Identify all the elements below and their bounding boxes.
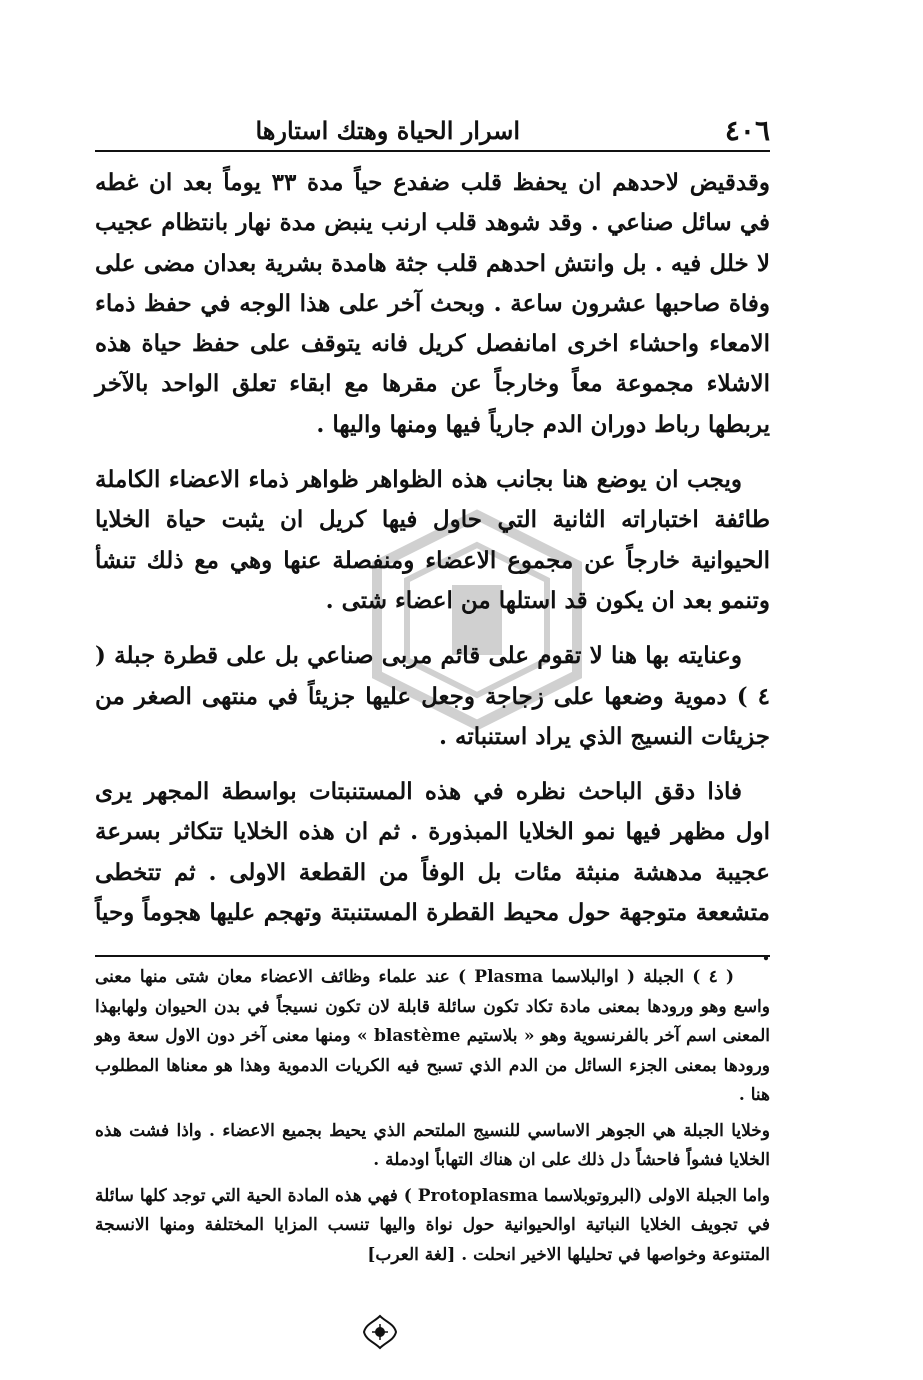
paragraph: ويجب ان يوضع هنا بجانب هذه الظواهر ظواهر ذماء الاعضاء الكاملة طائفة اختباراته الثانية التي حاول فيها كريل ان يثبت حياة الخلايا الحيوانية خارجاً عن مجموع الاعضاء ومنفصلة عنها وهي مع ذلك تنشأ وتنمو بعد ان يكون قد استلها من اعضاء شتى . bbox=[95, 466, 771, 614]
running-title: اسرار الحياة وهتك استارها bbox=[255, 116, 520, 145]
footnote: وخلايا الجبلة هي الجوهر الاساسي للنسيج الملتحم الذي يحيط بجميع الاعضاء . واذا فشت هذه الخلايا فشواً فاحشاً دل ذلك على ان هناك التهاباً اودملة . bbox=[95, 1120, 770, 1170]
footnote: واما الجبلة الاولى (البروتوبلاسما Protoplasma ) فهي هذه المادة الحية التي توجد كلها سائلة في تجويف الخلايا النباتية اوالحيوانية حول نواة واليها تنسب المزايا المختلفة ومنها الانسجة المتنوعة وخواصها في تحليلها الاخير انحلت . [لغة العرب] bbox=[95, 1185, 770, 1265]
paragraph: وعنايته بها هنا لا تقوم على قائم مربى صناعي بل على قطرة جبلة ( ٤ ) دموية وضعها على زجاجة وجعل عليها جزيئاً في منتهى الصغر من جزيئات النسيج الذي يراد استنباته . bbox=[95, 642, 770, 750]
body-text bbox=[95, 163, 770, 974]
footnote-rule bbox=[95, 955, 770, 957]
page-number: ٤٠٦ bbox=[724, 114, 770, 147]
paragraph: وقدقيض لاحدهم ان يحفظ قلب ضفدع حياً مدة ٣٣ يوماً بعد ان غطه في سائل صناعي . وقد شوهد قلب ارنب ينبض مدة نهار بانتظام عجيب لا خلل فيه . بل وانتش احدهم قلب جثة هامدة بشرية بعدان مضى على وفاة صاحبها عشرون ساعة . وبحث آخر على هذا الوجه في حفظ ذماء الامعاء واحشاء اخرى امانفصل كريل فانه يتوقف على حفظ حياة هذه الاشلاء مجموعة معاً وخارجاً عن مقرها مع ابقاء تعلق الواحد بالآخر يربطها رباط دوران الدم جارياً فيها ومنها واليها . bbox=[95, 169, 770, 438]
page-header bbox=[95, 110, 770, 150]
header-rule bbox=[95, 150, 770, 152]
footnotes bbox=[95, 963, 770, 1276]
ornament-icon bbox=[360, 1312, 400, 1352]
paragraph: فاذا دقق الباحث نظره في هذه المستنبتات بواسطة المجهر يرى اول مظهر فيها نمو الخلايا المبذورة . ثم ان هذه الخلايا تتكاثر بسرعة عجيبة مدهشة منبثة مئات بل الوفاً من القطعة الاولى . ثم تتخطى متشععة متوجهة حول محيط القطرة المستنبتة وتهجم عليها هجوماً وحياً . bbox=[95, 778, 770, 967]
footnote: ( ٤ ) الجبلة ( اوالبلاسما Plasma ) عند علماء وظائف الاعضاء معان شتى منها معنى واسع وهو ورودها بمعنى مادة تكاد تكون سائلة قابلة لان تكون نسيجاً في بدن الحيوان ولهابهذا المعنى اسم آخر بالفرنسوية وهو « بلاستيم blastème » ومنها معنى آخر دون الاول سعة وهو ورودها بمعنى الجزء السائل من الدم الذي تسبح فيه الكريات الدموية وهذا هو معناها المطلوب هنا . bbox=[95, 967, 770, 1105]
